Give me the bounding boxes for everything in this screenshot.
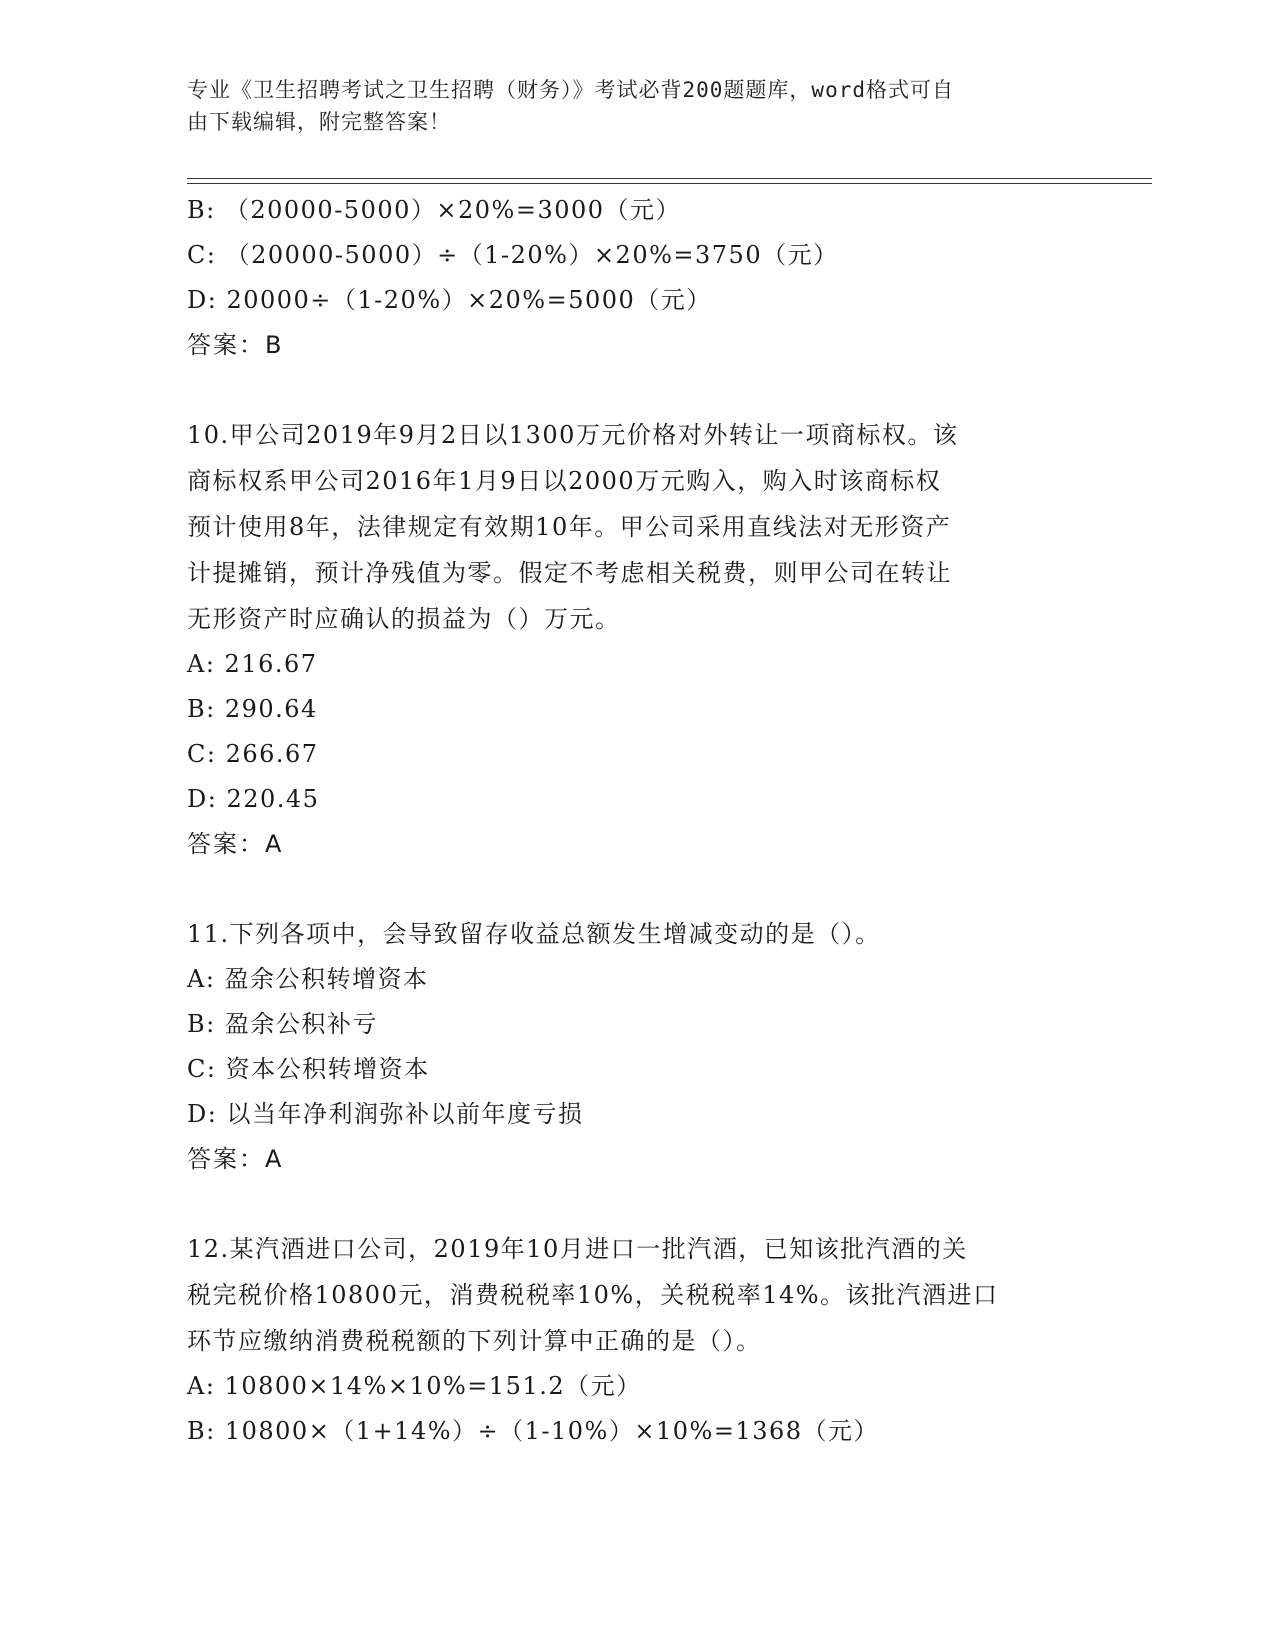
question-11 — [187, 911, 1092, 1182]
stem-line: 11.下列各项中，会导致留存收益总额发生增减变动的是（）。 — [187, 920, 881, 948]
stem-line: 计提摊销，预计净残值为零。假定不考虑相关税费，则甲公司在转让 — [187, 559, 952, 587]
answer-line: 答案：A — [187, 830, 284, 858]
option-d: D: 以当年净利润弥补以前年度亏损 — [187, 1100, 584, 1128]
header-divider-bottom — [187, 183, 1152, 184]
option-b: B: 盈余公积补亏 — [187, 1010, 378, 1038]
stem-line: 预计使用8年，法律规定有效期10年。甲公司采用直线法对无形资产 — [187, 513, 952, 541]
option-b: B: 290.64 — [187, 695, 318, 723]
option-c: C: （20000-5000）÷（1-20%）×20%=3750（元） — [187, 241, 839, 269]
stem-line: 无形资产时应确认的损益为（）万元。 — [187, 605, 621, 633]
header-line-1: 专业《卫生招聘考试之卫生招聘（财务）》考试必背200题题库，word格式可自 — [187, 78, 954, 102]
question-stem — [187, 911, 1092, 957]
option-a: A: 10800×14%×10%=151.2（元） — [187, 1372, 642, 1400]
option-d: D: 20000÷（1-20%）×20%=5000（元） — [187, 286, 712, 314]
option-b: B: （20000-5000）×20%=3000（元） — [187, 196, 682, 224]
question-10 — [187, 412, 1092, 867]
question-content — [187, 188, 1092, 1454]
option-c: C: 266.67 — [187, 740, 319, 768]
answer-line: 答案：A — [187, 1145, 284, 1173]
stem-line: 商标权系甲公司2016年1月9日以2000万元购入，购入时该商标权 — [187, 467, 942, 495]
option-b: B: 10800×（1+14%）÷（1-10%）×10%=1368（元） — [187, 1417, 880, 1445]
stem-line: 12.某汽酒进口公司，2019年10月进口一批汽酒，已知该批汽酒的关 — [187, 1235, 968, 1263]
option-a: A: 216.67 — [187, 650, 318, 678]
option-a: A: 盈余公积转增资本 — [187, 965, 429, 993]
answer-line: 答案：B — [187, 331, 284, 359]
question-stem — [187, 412, 1092, 642]
option-c: C: 资本公积转增资本 — [187, 1055, 430, 1083]
stem-line: 环节应缴纳消费税税额的下列计算中正确的是（）。 — [187, 1327, 762, 1355]
document-header — [187, 74, 1087, 138]
question-stem — [187, 1226, 1092, 1364]
stem-line: 10.甲公司2019年9月2日以1300万元价格对外转让一项商标权。该 — [187, 421, 959, 449]
stem-line: 税完税价格10800元，消费税税率10%，关税税率14%。该批汽酒进口 — [187, 1281, 999, 1309]
header-line-2: 由下载编辑，附完整答案！ — [187, 110, 451, 134]
question-9-tail — [187, 188, 1092, 368]
option-d: D: 220.45 — [187, 785, 320, 813]
header-divider-top — [187, 178, 1152, 179]
question-12 — [187, 1226, 1092, 1454]
